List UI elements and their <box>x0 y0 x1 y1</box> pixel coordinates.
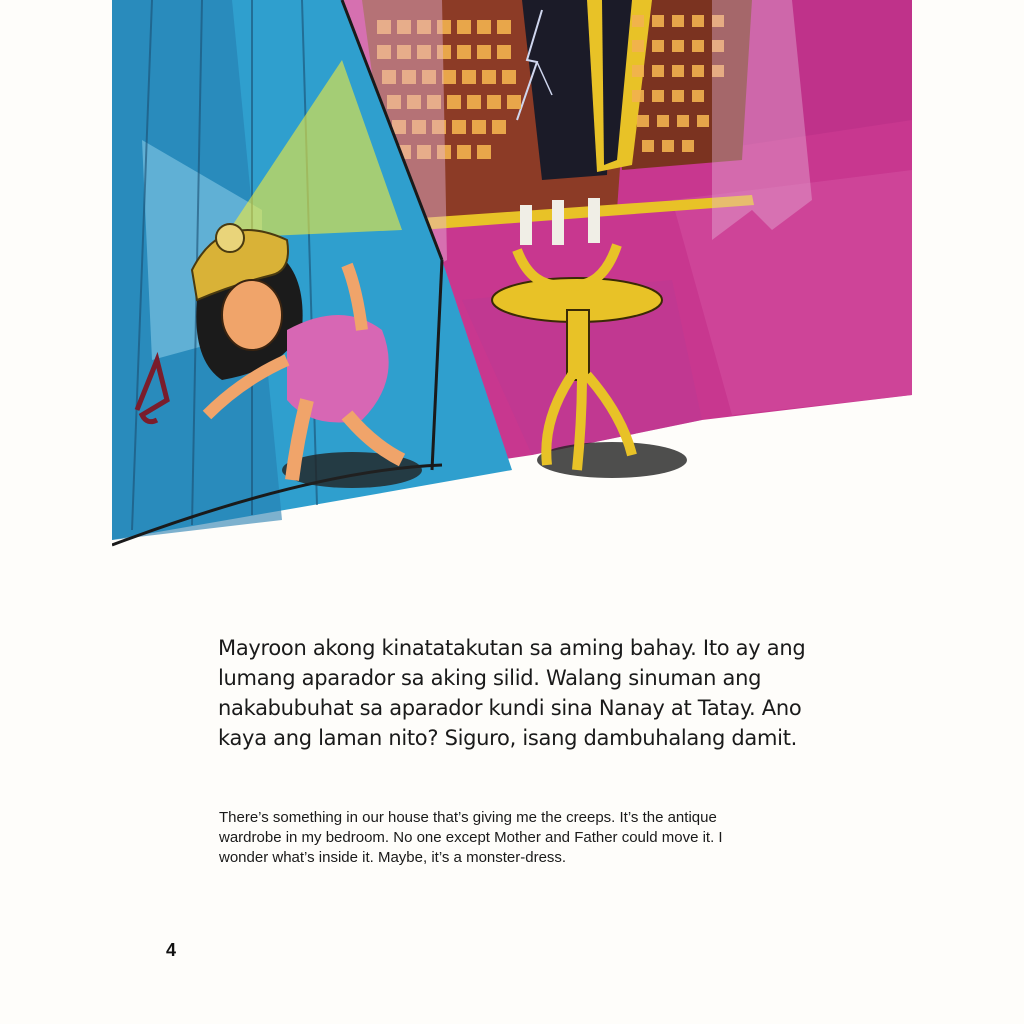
english-line: There’s something in our house that’s giving me the creeps. It’s the antique <box>219 809 717 826</box>
story-text-filipino <box>218 633 838 753</box>
filipino-line: kaya ang laman nito? Siguro, isang dambuhalang damit. <box>218 726 798 750</box>
page-number: 4 <box>166 940 177 960</box>
filipino-line: lumang aparador sa aking silid. Walang sinuman ang <box>218 666 762 690</box>
filipino-line: Mayroon akong kinatatakutan sa aming bahay. Ito ay ang <box>218 636 806 660</box>
story-text-english <box>219 808 839 868</box>
english-line: wardrobe in my bedroom. No one except Mother and Father could move it. I <box>219 829 723 846</box>
english-line: wonder what’s inside it. Maybe, it’s a monster-dress. <box>219 849 567 866</box>
story-illustration <box>112 0 912 560</box>
filipino-line: nakabubuhat sa aparador kundi sina Nanay at Tatay. Ano <box>218 696 802 720</box>
illustration-drawing <box>112 0 912 560</box>
